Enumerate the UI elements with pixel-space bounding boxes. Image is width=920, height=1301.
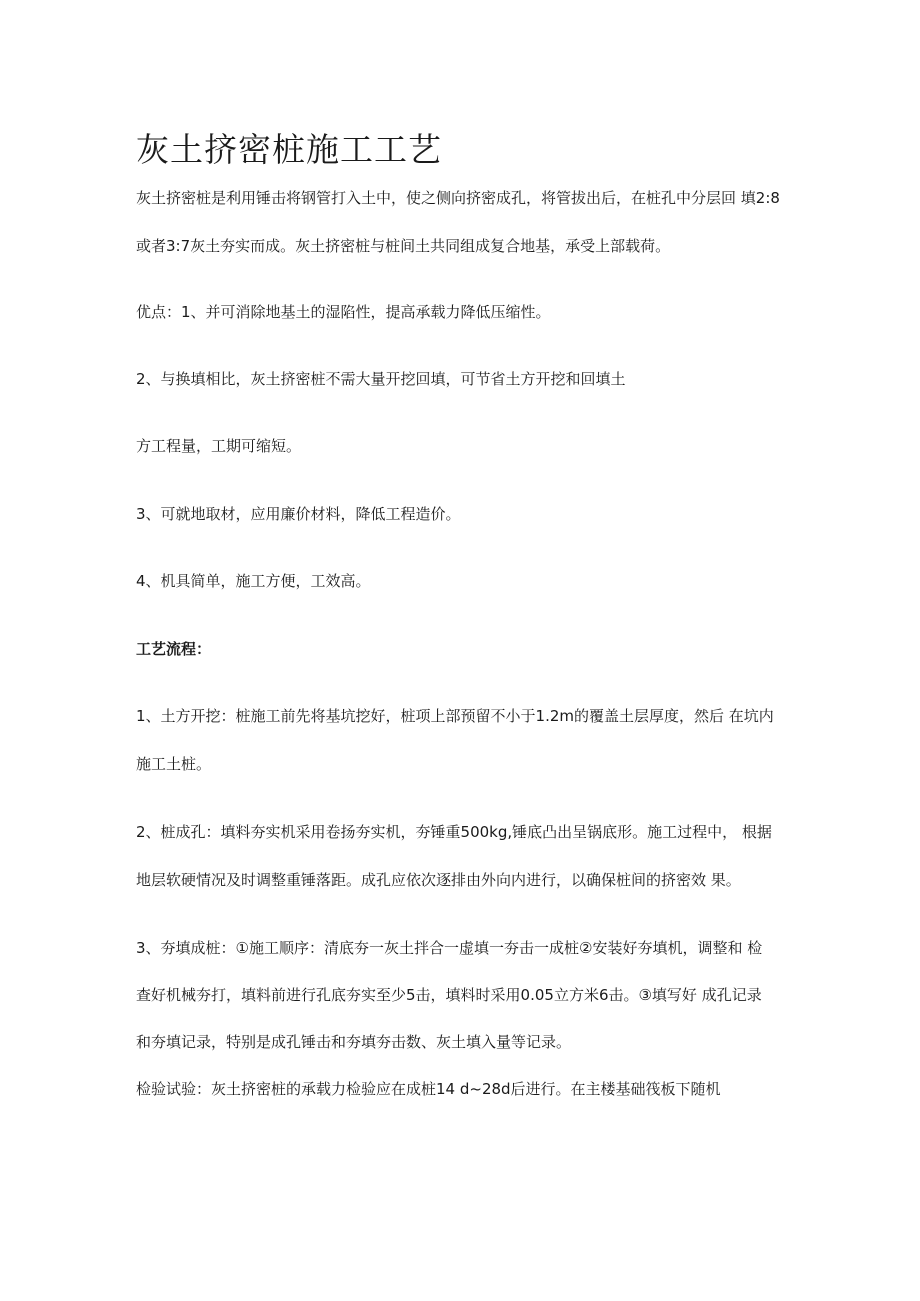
- paragraph-line: 查好机械夯打，填料前进行孔底夯实至少5击，填料时采用0.05立方米6击。③填写好 成孔记录: [136, 986, 762, 1004]
- paragraph-line: 3、夯填成桩：①施工顺序：清底夯一灰土拌合一虚填一夯击一成桩②安装好夯填机，调整和 检: [136, 939, 763, 957]
- section-heading: 工艺流程：: [136, 640, 212, 658]
- paragraph-line: 4、机具简单，施工方便，工效高。: [136, 572, 371, 590]
- paragraph-line: 优点：1、并可消除地基土的湿陷性，提高承载力降低压缩性。: [136, 303, 551, 321]
- paragraph-line: 3、可就地取材，应用廉价材料，降低工程造价。: [136, 505, 461, 523]
- paragraph-line: 和夯填记录，特别是成孔锤击和夯填夯击数、灰土填入量等记录。: [136, 1033, 572, 1051]
- paragraph-line: 检验试验：灰土挤密桩的承载力检验应在成桩14 d~28d后进行。在主楼基础筏板下随机: [136, 1080, 721, 1098]
- paragraph-line: 2、桩成孔：填料夯实机采用卷扬夯实机，夯锤重500kg,锤底凸出呈锅底形。施工过程中， 根据: [136, 823, 772, 841]
- paragraph-line: 灰土挤密桩是利用锤击将钢管打入土中，使之侧向挤密成孔，将管拔出后，在桩孔中分层回 填2:8: [136, 189, 780, 207]
- paragraph-line: 2、与换填相比，灰土挤密桩不需大量开挖回填，可节省土方开挖和回填土: [136, 370, 626, 388]
- paragraph-line: 1、土方开挖：桩施工前先将基坑挖好，桩项上部预留不小于1.2m的覆盖土层厚度，然后 在坑内: [136, 707, 774, 725]
- paragraph-line: 方工程量，工期可缩短。: [136, 437, 302, 455]
- paragraph-line: 施工土桩。: [136, 755, 212, 773]
- paragraph-line: 或者3:7灰土夯实而成。灰土挤密桩与桩间土共同组成复合地基，承受上部载荷。: [136, 237, 671, 255]
- document-title: 灰土挤密桩施工工艺: [136, 130, 442, 169]
- paragraph-line: 地层软硬情况及时调整重锤落距。成孔应依次逐排由外向内进行，以确保桩间的挤密效 果。: [136, 871, 741, 889]
